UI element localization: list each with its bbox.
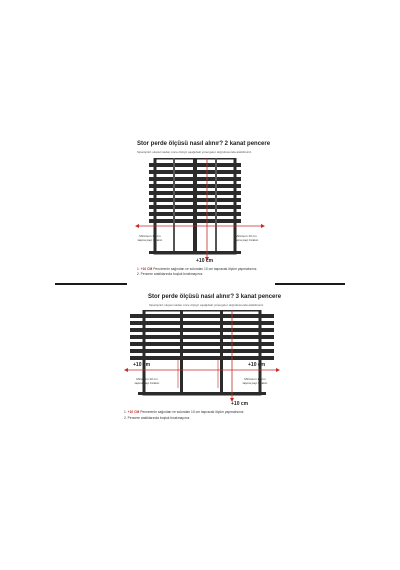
section1-title: Stor perde ölçüsü nasıl alınır? 2 kanat pencere [137,141,271,147]
section2-left-min-label [133,378,161,385]
blind-2-panel-illustration [135,158,265,268]
section2-left-measure: +10 cm [133,362,151,368]
section1-left-min-line1: Minimum 10 cm [139,234,161,238]
section2-left-min-line1: Minimum 10 cm [136,377,158,381]
section2-left-min-line2: taşma payı bırakın [134,380,160,385]
section1-left-min-line2: taşma payı bırakın [137,237,163,242]
section1-bottom-measure: +10 cm [196,258,214,264]
blind-3-panel-illustration [122,310,282,408]
section2-note1 [124,410,244,415]
section1-note1-prefix: 1. [137,267,140,271]
section2-note1-text: Pencerenin sağından ve solundan 10 cm taşıracak ölçüm yapmalısınız. [140,410,245,414]
section2-title: Stor perde ölçüsü nasıl alınır? 3 kanat pencere [148,294,282,300]
divider-left [55,283,127,285]
section1-right-min-line2: taşma payı bırakın [233,237,259,242]
section2-right-min-line2: taşma payı bırakın [242,380,268,385]
section2-note2: 2. Pencere aralıklarında boşluk bırakmayınız. [124,416,191,420]
section1-right-min-label [232,235,260,242]
divider-right [275,283,345,285]
section1-note2: 2. Pencere aralıklarında boşluk bırakmayınız. [137,272,204,276]
section2-subtitle: Siparişinizi oluşturmadan önce ölçüyü aşağıdaki yönergeler doğrultusunda alabilirsiniz. [149,303,265,307]
section1-subtitle: Siparişinizi oluşturmadan önce ölçüyü aşağıdaki yönergeler doğrultusunda alabilirsiniz. [137,150,253,154]
section2-right-measure: +10 cm [248,362,266,368]
section2-bottom-measure: +10 cm [231,401,249,407]
section1-left-min-label [136,235,164,242]
section1-note1-highlight: +10 CM [140,267,153,271]
section2-right-min-line1: Minimum 10 cm [244,377,266,381]
section1-note1-text: Pencerenin sağından ve solundan 10 cm taşıracak ölçüm yapmalısınız. [153,267,258,271]
section2-note1-highlight: +10 CM [127,410,140,414]
section2-right-min-label [241,378,269,385]
section1-right-min-line1: Minimum 10 cm [235,234,257,238]
section2-note1-prefix: 1. [124,410,127,414]
